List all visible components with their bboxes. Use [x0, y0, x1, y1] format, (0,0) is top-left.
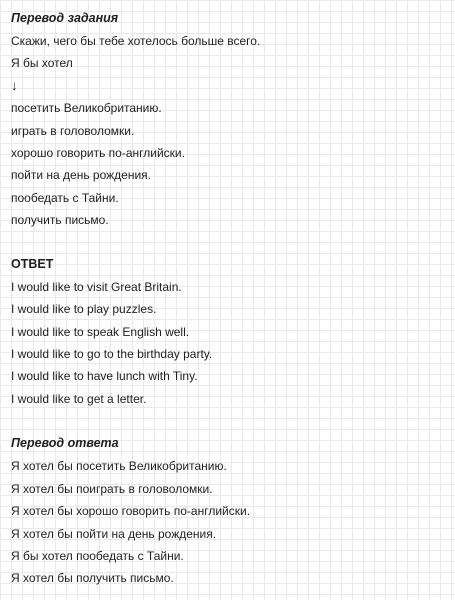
answer-line: I would like to play puzzles.: [11, 302, 157, 316]
task-option: пообедать с Тайни.: [11, 191, 119, 205]
down-arrow-icon: ↓: [11, 78, 18, 93]
answer-line: I would like to visit Great Britain.: [11, 280, 182, 294]
task-option: пойти на день рождения.: [11, 168, 152, 182]
task-option: получить письмо.: [11, 213, 109, 227]
task-option: играть в головоломки.: [11, 124, 135, 138]
translation-title: Перевод ответа: [11, 436, 119, 450]
translation-line: Я хотел бы посетить Великобританию.: [11, 459, 227, 473]
task-stem: Я бы хотел: [11, 56, 73, 70]
translation-line: Я бы хотел пообедать с Тайни.: [11, 549, 184, 563]
task-option: посетить Великобританию.: [11, 101, 162, 115]
task-title: Перевод задания: [11, 11, 119, 25]
translation-line: Я хотел бы получить письмо.: [11, 571, 174, 585]
answer-line: I would like to speak English well.: [11, 325, 190, 339]
task-option: хорошо говорить по-английски.: [11, 146, 185, 160]
answer-line: I would like to get a letter.: [11, 392, 147, 406]
task-question: Скажи, чего бы тебе хотелось больше всего.: [11, 34, 261, 48]
answer-line: I would like to go to the birthday party.: [11, 347, 213, 361]
answer-title: ОТВЕТ: [11, 257, 54, 271]
translation-line: Я хотел бы пойти на день рождения.: [11, 527, 217, 541]
answer-line: I would like to have lunch with Tiny.: [11, 369, 198, 383]
translation-line: Я хотел бы хорошо говорить по-английски.: [11, 504, 251, 518]
translation-line: Я хотел бы поиграть в головоломки.: [11, 482, 213, 496]
